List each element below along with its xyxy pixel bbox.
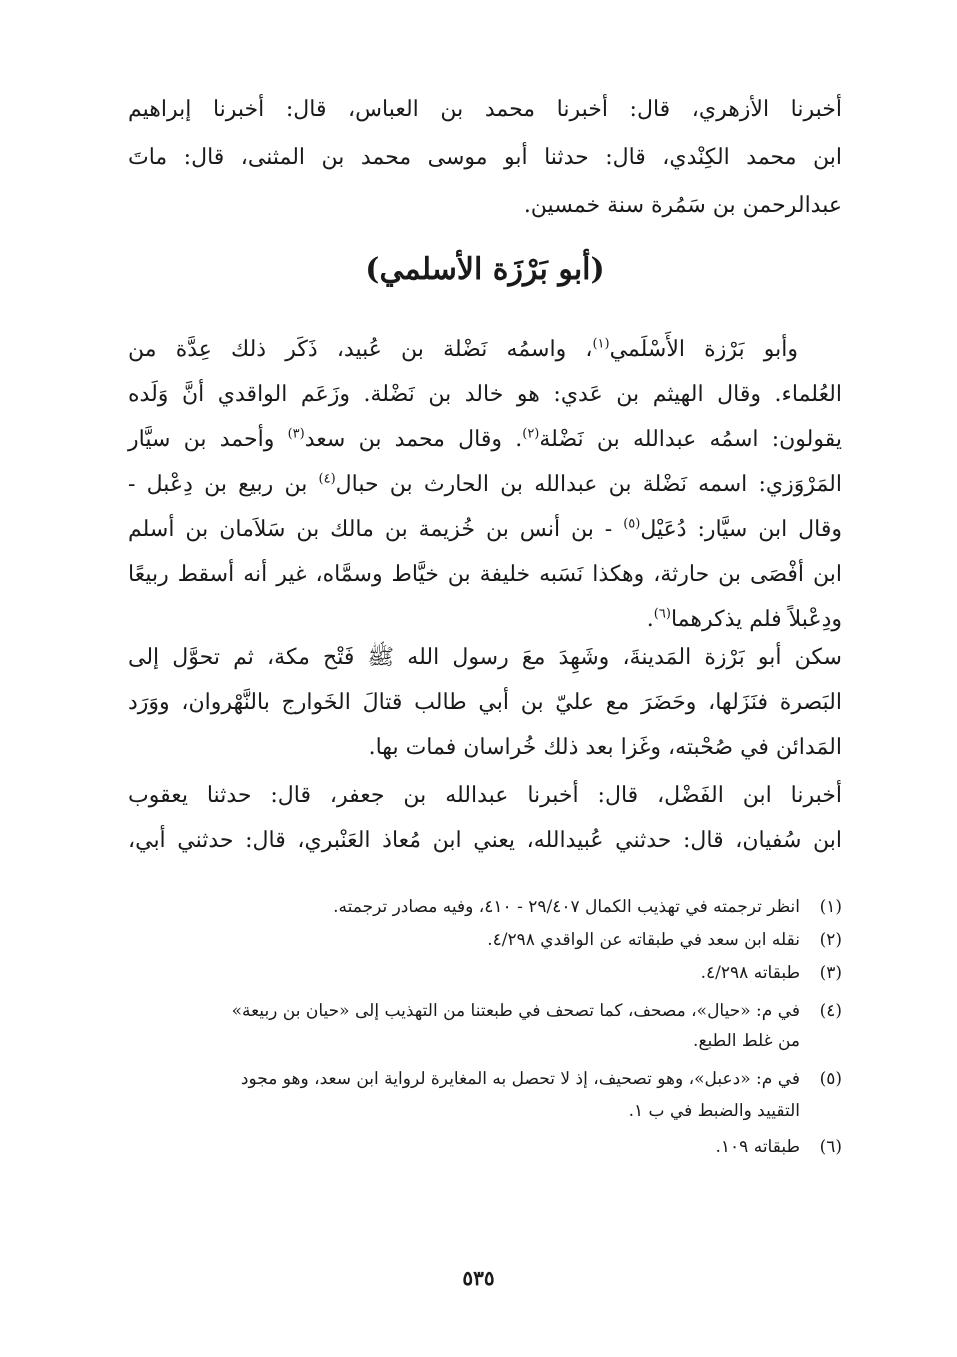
text-segment: بن ربيع بن دِعْبل -: [128, 472, 319, 497]
footnote-ref: (٦): [653, 606, 671, 622]
footnote-number: (٢): [819, 930, 842, 950]
footnote-continuation: التقييد والضبط في ب ١.: [628, 1101, 800, 1121]
text-line: العُلماء. وقال الهيثم بن عَدي: هو خالد بن نَضْلة. وزَعَم الواقدي أنَّ وَلَده: [128, 382, 842, 407]
footnote-ref: (٢): [522, 426, 540, 442]
footnote-number: (١): [819, 897, 842, 917]
text-line: [128, 422, 842, 458]
paragraph-1: [128, 92, 842, 218]
text-line: أخبرنا الأزهري، قال: أخبرنا محمد بن العباس، قال: أخبرنا إبراهيم: [128, 97, 842, 122]
text-segment: المَرْوَزي: اسمه نَضْلة بن عبدالله بن الحارث بن حبال: [335, 472, 842, 497]
footnote-text: طبقاته ١٠٩.: [715, 1137, 800, 1157]
text-segment: وأبو بَرْزة الأَسْلَمي: [609, 337, 798, 362]
footnote-text: طبقاته ٤/٢٩٨.: [700, 963, 800, 983]
footnote: [128, 996, 842, 1026]
text-segment: - بن أنس بن خُزيمة بن مالك بن سَلاَمان بن أسلم: [128, 517, 624, 542]
footnote-number: (٤): [819, 1001, 842, 1021]
footnotes: [128, 892, 842, 1172]
text-line: المَدائن في صُحْبته، وغَزا بعد ذلك خُراسان فمات بها.: [368, 735, 842, 760]
text-segment: وأحمد بن سيَّار: [128, 427, 288, 452]
footnote-ref: (٥): [623, 516, 641, 532]
text-line: عبدالرحمن بن سَمُرة سنة خمسين.: [523, 193, 842, 218]
footnote-number: (٥): [819, 1069, 842, 1089]
footnote: [128, 892, 842, 922]
footnote-continuation: من غلط الطبع.: [693, 1031, 800, 1051]
text-segment: . وقال محمد بن سعد: [304, 427, 523, 452]
paragraph-2: [128, 332, 842, 632]
footnote: [128, 1064, 842, 1094]
footnote-text: نقله ابن سعد في طبقاته عن الواقدي ٤/٢٩٨.: [487, 930, 800, 950]
text-line: ابن سُفيان، قال: حدثني عُبيدالله، يعني ابن مُعاذ العَنْبري، قال: حدثني أبي،: [128, 828, 842, 853]
footnote-number: (٦): [819, 1137, 842, 1157]
text-segment: .: [646, 607, 654, 632]
text-line: [128, 332, 842, 368]
footnote-text: في م: «حيال»، مصحف، كما تصحف في طبعتنا من التهذيب إلى «حيان بن ربيعة»: [231, 1001, 800, 1021]
text-segment: وقال ابن سيَّار: دُعَيْل: [640, 517, 842, 542]
page-number: ٥٣٥: [462, 1266, 495, 1290]
footnote-text: في م: «دعبل»، وهو تصحيف، إذ لا تحصل به المغايرة لرواية ابن سعد، وهو مجود: [240, 1069, 800, 1089]
footnote-number: (٣): [819, 963, 842, 983]
footnote-ref: (٤): [318, 471, 336, 487]
text-line: [128, 467, 842, 503]
footnote: [128, 1132, 842, 1162]
text-segment: ودِعْبلاً فلم يذكرهما: [670, 607, 842, 632]
footnote: [128, 958, 842, 988]
text-line: ابن محمد الكِنْدي، قال: حدثنا أبو موسى محمد بن المثنى، قال: ماتَ: [128, 145, 842, 170]
text-line: ابن أفْصَى بن حارثة، وهكذا نَسَبه خليفة بن خيَّاط وسمَّاه، غير أنه أسقط ربيعًا: [128, 562, 842, 587]
section-heading: (أبو بَرْزَة الأسلمي): [365, 252, 605, 287]
paragraph-3: [128, 640, 842, 760]
text-segment: ، واسمُه نَضْلة بن عُبيد، ذَكَر ذلك عِدَّة من: [128, 337, 593, 362]
footnote: [128, 925, 842, 955]
text-line: أخبرنا ابن الفَضْل، قال: أخبرنا عبدالله بن جعفر، قال: حدثنا يعقوب: [128, 783, 842, 808]
footnote-ref: (٣): [287, 426, 305, 442]
text-line: سكن أبو بَرْزة المَدينةَ، وشَهِدَ معَ رسول الله ﷺ فَتْح مكة، ثم تحوَّل إلى: [128, 645, 842, 670]
text-line: [128, 602, 842, 638]
text-line: [128, 512, 842, 548]
footnote-ref: (١): [592, 336, 610, 352]
text-segment: يقولون: اسمُه عبدالله بن نَضْلة: [539, 427, 842, 452]
footnote-text: انظر ترجمته في تهذيب الكمال ٢٩/٤٠٧ - ٤١٠، وفيه مصادر ترجمته.: [333, 897, 800, 917]
paragraph-4: [128, 778, 842, 868]
text-line: البَصرة فنَزَلها، وحَضَرَ مع عليّ بن أبي طالب قتالَ الخَوارج بالنَّهْروان، ووَرَد: [128, 690, 842, 715]
